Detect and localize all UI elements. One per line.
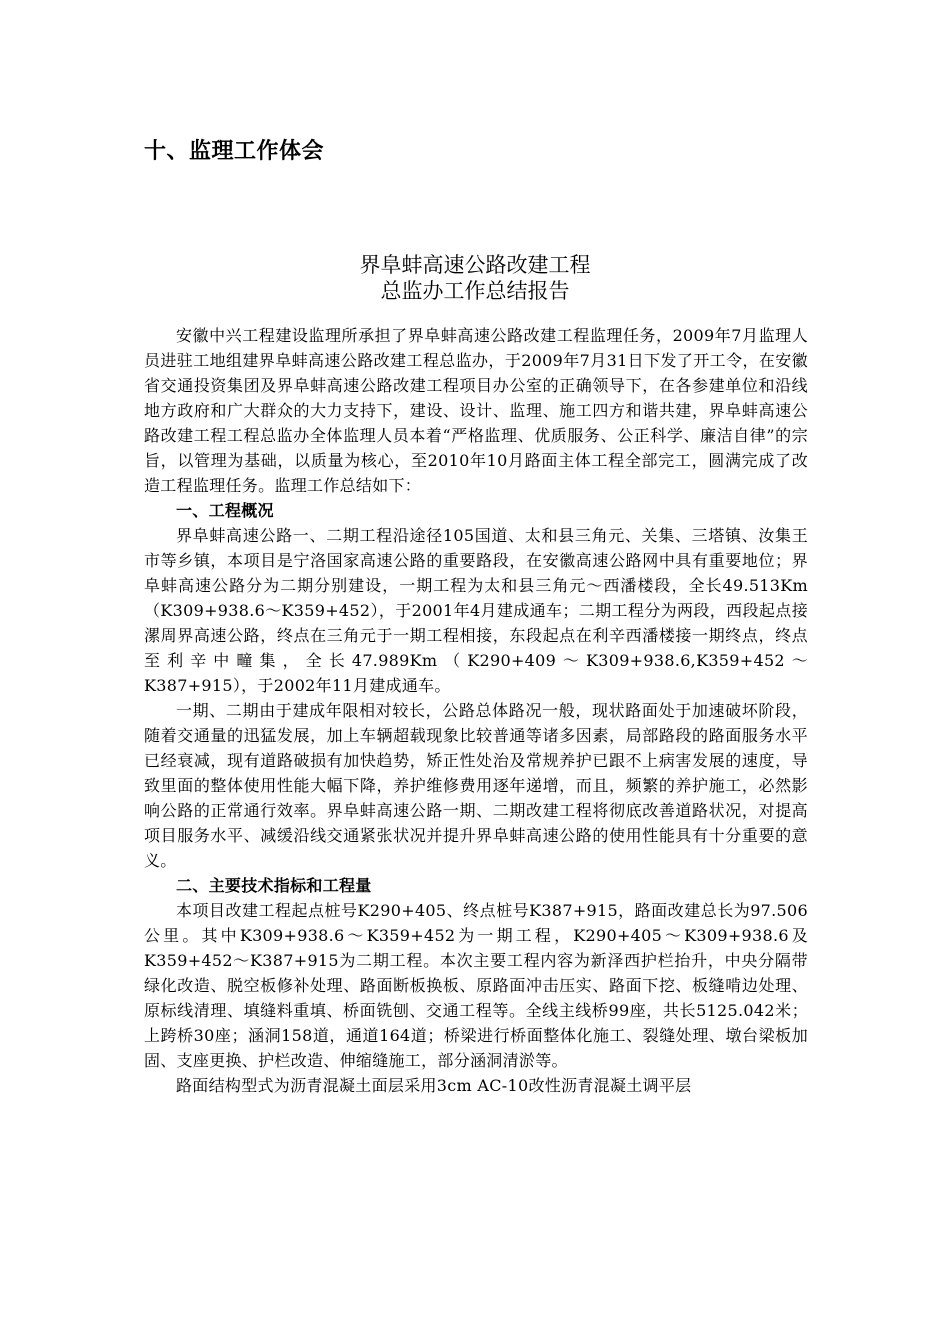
intro-paragraph: 安徽中兴工程建设监理所承担了界阜蚌高速公路改建工程监理任务，2009年7月监理人员进驻工地组建界阜蚌高速公路改建工程总监办，于2009年7月31日下发了开工令，在安徽省交通投资集团及界阜蚌高速公路改建工程项目办公室的正确领导下，在各参建单位和沿线地方政府和广大群众的大力支持下，建设、设计、监理、施工四方和谐共建，界阜蚌高速公路改建工程工程总监办全体监理人员本着“严格监理、优质服务、公正科学、廉洁自律”的宗旨，以管理为基础，以质量为核心，至2010年10月路面主体工程全部完工，圆满完成了改造工程监理任务。监理工作总结如下：	[144, 326, 808, 495]
report-title	[144, 252, 806, 304]
section-heading-tech-indicators: 二、主要技术指标和工程量	[176, 876, 372, 895]
tech-paragraph-2: 路面结构型式为沥青混凝土面层采用3cm AC-10改性沥青混凝土调平层	[176, 1076, 692, 1095]
chapter-heading: 十、监理工作体会	[144, 139, 325, 164]
report-body	[144, 323, 808, 1098]
overview-paragraph-1: 界阜蚌高速公路一、二期工程沿途径105国道、太和县三角元、关集、三塔镇、汝集王市等乡镇，本项目是宁洛国家高速公路的重要路段，在安徽高速公路网中具有重要地位；界阜蚌高速公路分为二期分别建设，一期工程为太和县三角元～西潘楼段，全长49.513Km（K309+938.6～K359+452），于2001年4月建成通车；二期工程分为两段，西段起点接漯周界高速公路，终点在三角元于一期工程相接，东段起点在利辛西潘楼接一期终点，终点至利辛中疃集，全长47.989Km（K290+409～K309+938.6,K359+452～K387+915），于2002年11月建成通车。	[144, 526, 808, 695]
report-title-line1: 界阜蚌高速公路改建工程	[359, 253, 591, 277]
overview-paragraph-2: 一期、二期由于建成年限相对较长，公路总体路况一般，现状路面处于加速破坏阶段，随着交通量的迅猛发展，加上车辆超载现象比较普通等诸多因素，局部路段的路面服务水平已经衰减，现有道路破损有加快趋势，矫正性处治及常规养护已跟不上病害发展的速度，导致里面的整体使用性能大幅下降，养护维修费用逐年递增，而且，频繁的养护施工，必然影响公路的正常通行效率。界阜蚌高速公路一期、二期改建工程将彻底改善道路状况，对提高项目服务水平、减缓沿线交通紧张状况并提升界阜蚌高速公路的使用性能具有十分重要的意义。	[144, 701, 808, 870]
tech-paragraph-1: 本项目改建工程起点桩号K290+405、终点桩号K387+915，路面改建总长为97.506公里。其中K309+938.6～K359+452为一期工程，K290+405～K309+938.6及K359+452～K387+915为二期工程。本次主要工程内容为新泽西护栏抬升，中央分隔带绿化改造、脱空板修补处理、路面断板换板、原路面冲击压实、路面下挖、板缝啃边处理、原标线清理、填缝料重填、桥面铣刨、交通工程等。全线主线桥99座，共长5125.042米；上跨桥30座；涵洞158道，通道164道；桥梁进行桥面整体化施工、裂缝处理、墩台梁板加固、支座更换、护栏改造、伸缩缝施工，部分涵洞清淤等。	[144, 901, 808, 1070]
report-title-line2: 总监办工作总结报告	[380, 279, 570, 303]
section-heading-overview: 一、工程概况	[176, 501, 274, 520]
